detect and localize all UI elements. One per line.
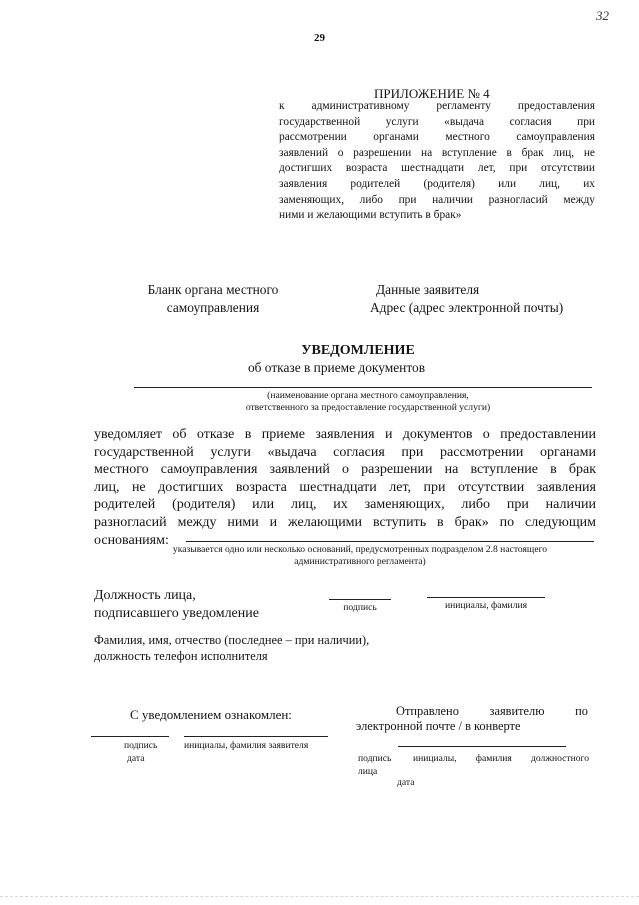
letterhead-line: Бланк органа местного xyxy=(147,282,279,297)
signature-caption: подпись xyxy=(343,602,377,613)
regulation-line: к административному регламенту предоставления xyxy=(279,100,595,112)
sent-line: Отправлено заявителю по xyxy=(396,704,588,718)
organ-caption-line: (наименование органа местного самоуправления, xyxy=(267,390,469,401)
body-line: местного самоуправления заявлений о разрешении на вступление в брак xyxy=(94,462,596,478)
body-line: разногласий между ними и желающими вступить в брак» по следующим xyxy=(94,514,596,530)
appendix-title: ПРИЛОЖЕНИЕ № 4 xyxy=(374,86,490,101)
applicant-line: Адрес (адрес электронной почты) xyxy=(370,300,564,315)
sent-to-applicant xyxy=(396,703,588,719)
grounds-caption-line: указывается одно или несколько оснований, предусмотренных подразделом 2.8 настоящего xyxy=(172,544,548,555)
sent-line: электронной почте / в конверте xyxy=(356,719,521,733)
notice-title: УВЕДОМЛЕНИЕ xyxy=(301,343,415,358)
body-line: основаниям: xyxy=(94,532,169,548)
signer-position-line: Должность лица, xyxy=(94,588,196,603)
regulation-line: рассмотрении органами местного самоуправления xyxy=(279,131,595,144)
applicant-details-placeholder xyxy=(370,281,600,317)
regulation-line: заменяющих, либо при наличии разногласий между xyxy=(279,193,595,206)
organ-letterhead-placeholder xyxy=(120,281,306,317)
regulation-line: ними и желающими вступить в брак» xyxy=(279,209,462,222)
acknowledgement-label: С уведомлением ознакомлен: xyxy=(130,707,292,722)
ack-date-caption: дата xyxy=(127,753,145,764)
regulation-line: государственной услуги «выдача согласия при xyxy=(279,115,595,128)
sent-initials-caption: инициалы, фамилия должностного xyxy=(413,753,589,764)
signer-initials-line xyxy=(427,597,545,598)
executor-contact xyxy=(94,632,369,664)
executor-line: Фамилия, имя, отчество (последнее – при наличии), xyxy=(94,633,370,647)
letterhead-line: самоуправления xyxy=(166,300,260,315)
body-line: родителей (родителя) или лиц, их заменяющих, либо при наличии xyxy=(94,497,596,513)
grounds-caption-line: административного регламента) xyxy=(294,556,426,567)
sent-signature-caption: подпись xyxy=(358,753,392,764)
body-line: лиц, не достигших возраста шестнадцати лет, при отсутствии заявления xyxy=(94,479,596,495)
signer-position-label xyxy=(94,587,259,623)
ack-signature-caption: подпись xyxy=(124,740,158,751)
notice-subtitle: об отказе в приеме документов xyxy=(247,360,426,375)
sent-signature-line xyxy=(398,746,566,747)
applicant-line: Данные заявителя xyxy=(376,282,480,297)
regulation-line: заявлений о разрешении на вступление в брак лиц, не xyxy=(279,146,595,159)
ack-initials-line xyxy=(184,736,328,737)
grounds-line xyxy=(186,541,594,542)
handwritten-page-number: 32 xyxy=(596,8,609,23)
scan-edge xyxy=(0,896,639,897)
sent-date-caption: дата xyxy=(397,777,415,788)
organ-name-line xyxy=(134,387,592,388)
page-number: 29 xyxy=(314,32,325,44)
ack-signature-line xyxy=(91,736,169,737)
signer-initials-caption: инициалы, фамилия xyxy=(444,600,528,611)
regulation-line: достигших возраста шестнадцати лет, при отсутствии xyxy=(279,162,595,175)
body-line: уведомляет об отказе в приеме заявления и документов о предоставлении xyxy=(94,427,596,442)
sent-face-caption: лица xyxy=(358,766,378,777)
notice-body xyxy=(94,426,596,549)
signer-position-line: подписавшего уведомление xyxy=(94,606,259,621)
grounds-caption xyxy=(140,544,580,568)
ack-initials-caption: инициалы, фамилия заявителя xyxy=(184,740,309,751)
executor-line: должность телефон исполнителя xyxy=(94,649,268,663)
organ-caption-line: ответственного за предоставление государственной услуги) xyxy=(245,402,491,413)
signature-line xyxy=(329,599,391,600)
body-line: государственной услуги «выдача согласия при рассмотрении органами xyxy=(94,444,596,460)
organ-caption xyxy=(0,390,639,414)
regulation-line: заявления родителей (родителя) или лиц, их xyxy=(279,177,595,190)
regulation-reference xyxy=(279,99,595,224)
